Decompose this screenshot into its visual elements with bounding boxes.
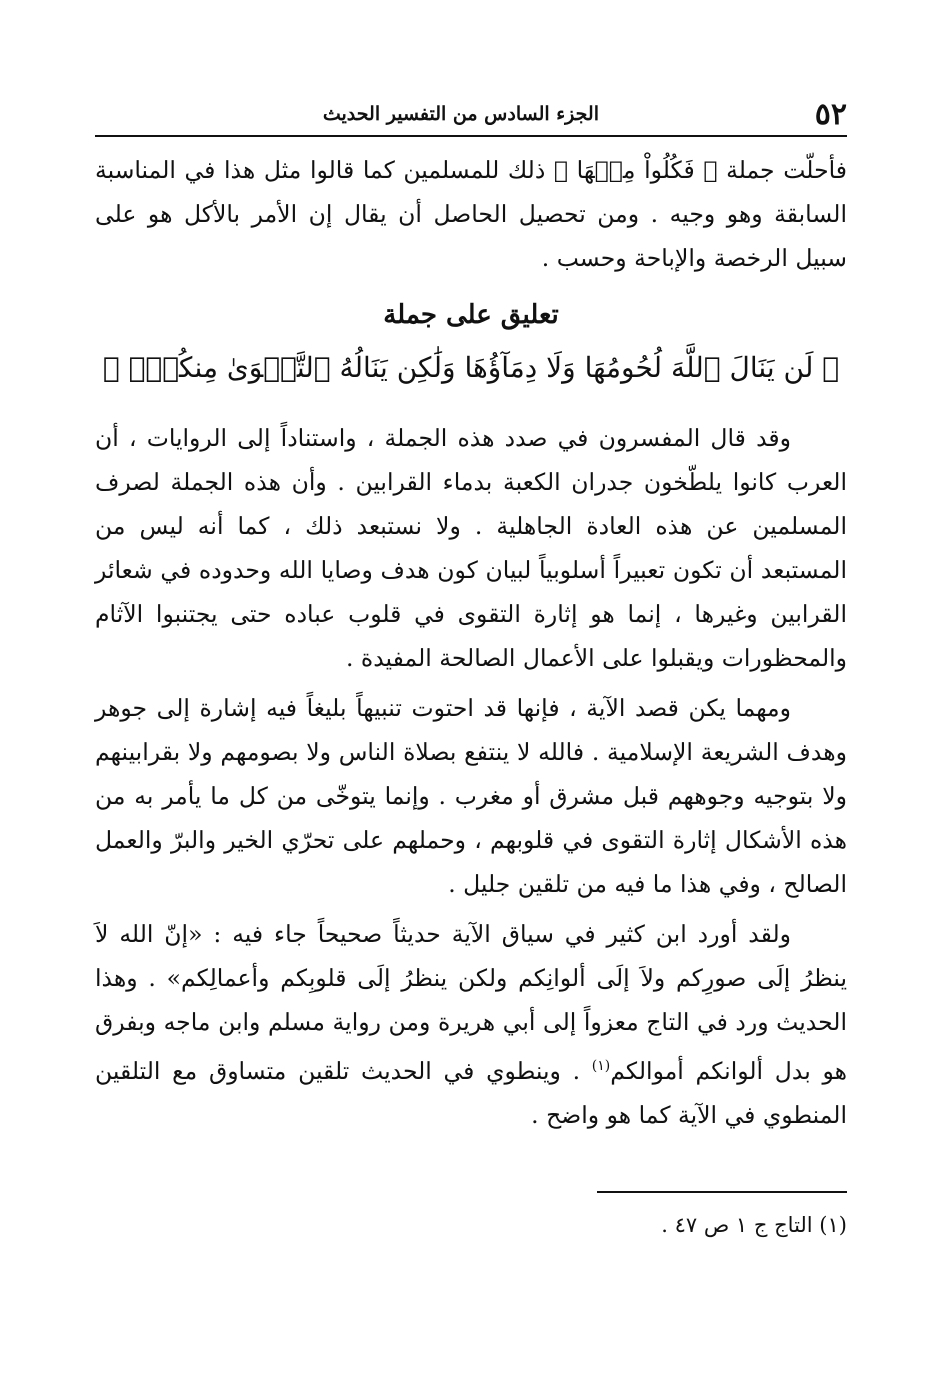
paragraph-3-text-after: . وينطوي في الحديث تلقين متساوق مع التلقين المنطوي في الآية كما هو واضح .: [95, 1056, 847, 1129]
paragraph-block-2: [95, 686, 847, 906]
running-title: الجزء السادس من التفسير الحديث: [322, 103, 599, 125]
footnote-divider: [597, 1191, 847, 1193]
intro-paragraph: فأحلّت جملة ﴿ فَكُلُواْ مِنۡهَا ﴾ ذلك للمسلمين كما قالوا مثل هذا في المناسبة السابقة وهو وجيه . ومن تحصيل الحاصل أن يقال إن الأمر بالأكل هو على سبيل الرخصة والإباحة وحسب .: [95, 156, 847, 272]
intro-paragraph-block: [95, 148, 847, 280]
footnote: (١) التاج ج ١ ص ٤٧ .: [661, 1213, 847, 1237]
section-heading: تعليق على جملة: [383, 300, 559, 330]
paragraph-block-3: [95, 912, 847, 1137]
paragraph-3: [95, 912, 847, 1137]
paragraph-3-text-before: ولقد أورد ابن كثير في سياق الآية حديثاً صحيحاً جاء فيه : «إنّ الله لاَ ينظرُ إلَى صورِكم ولاَ إلَى ألوانِكم ولكن ينظرُ إلَى قلوبِكم وأعمالِكم» . وهذا الحديث ورد في التاج معزواً إلى أبي هريرة ومن رواية مسلم وابن ماجه وبفرق هو بدل ألوانكم أموالكم: [95, 920, 848, 1085]
paragraph-1: وقد قال المفسرون في صدد هذه الجملة ، واستناداً إلى الروايات ، أن العرب كانوا يلطّخون جدران الكعبة بدماء القرابين . وأن هذه الجملة لصرف المسلمين عن هذه العادة الجاهلية . ولا نستبعد ذلك ، كما أنه ليس من المستبعد أن تكون تعبيراً أسلوبياً لبيان كون هدف وصايا الله وحدوده في شعائر القرابين وغيرها ، إنما هو إثارة التقوى في قلوب عباده حتى يجتنبوا الآثام والمحظورات ويقبلوا على الأعمال الصالحة المفيدة .: [95, 424, 847, 672]
paragraph-2: ومهما يكن قصد الآية ، فإنها قد احتوت تنبيهاً بليغاً فيه إشارة إلى جوهر وهدف الشريعة الإسلامية . فالله لا ينتفع بصلاة الناس ولا بصومهم ولا بقرابينهم ولا بتوجيه وجوههم قبل مشرق أو مغرب . وإنما يتوخّى من كل ما يأمر به من هذه الأشكال إثارة التقوى في قلوبهم ، وحملهم على تحرّي الخير والبرّ والعمل الصالح ، وفي هذا ما فيه من تلقين جليل .: [95, 694, 847, 898]
footnote-reference[interactable]: (١): [591, 1058, 611, 1074]
paragraph-block-1: [95, 416, 847, 680]
page-number: ٥٢: [814, 97, 847, 132]
page-header: [95, 95, 847, 137]
quran-verse: ﴿ لَن يَنَالَ ٱللَّهَ لُحُومُهَا وَلَا دِمَآؤُهَا وَلَٰكِن يَنَالُهُ ٱلتَّقۡوَىٰ مِنكُمۡۚ ﴾: [102, 351, 840, 384]
